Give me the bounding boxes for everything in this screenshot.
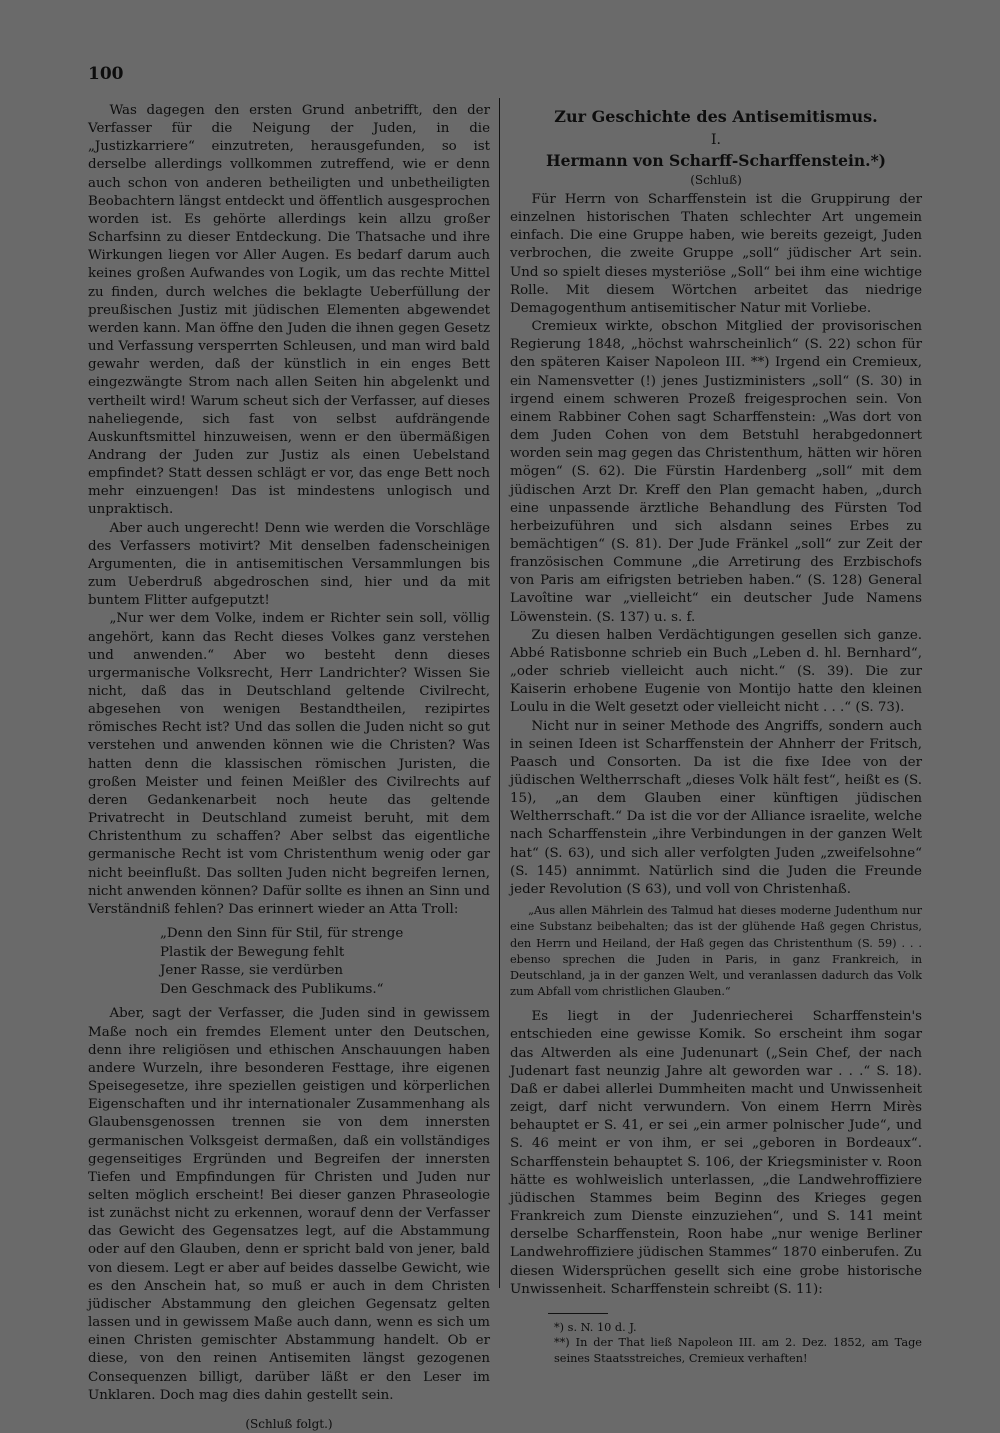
- paragraph: Nicht nur in seiner Methode des Angriffs, sondern auch in seinen Ideen ist Scharffenstein der Ahnherr der Fritsch, Paasch und Consorten. Da ist die fixe Idee von der jüdischen Weltherrschaft „dieses Volk hält fest“, heißt es (S. 15), „an dem Glauben einer künftigen jüdischen Weltherrschaft.“ Da ist die vor der Alliance israelite, welche nach Scharffenstein „ihre Verbindungen in der ganzen Welt hat“ (S. 63), und sich aller verfolgten Juden „zweifelsohne“ (S. 145) annimmt. Natürlich sind die Juden die Freunde jeder Revolution (S 63), und voll von Christenhaß.: [510, 718, 922, 897]
- article-subtitle: Hermann von Scharff-Scharffenstein.*): [545, 151, 887, 170]
- article-part-note: (Schluß): [690, 173, 742, 187]
- footnotes: [510, 1320, 922, 1367]
- left-column: [88, 102, 490, 1433]
- verse-line: Den Geschmack des Publikums.“: [160, 981, 384, 997]
- paragraph: Was dagegen den ersten Grund anbetrifft, den der Verfasser für die Neigung der Juden, in die „Justizkarriere“ einzutreten, herausgefunden, so ist derselbe allerdings vollkommen zutreffend, wie er denn auch schon von anderen betheiligten und unbetheiligten Beobachtern längst entdeckt und öffentlich ausgesprochen worden ist. Es gehörte allerdings kein allzu großer Scharfsinn zu dieser Entdeckung. Die Thatsache und ihre Wirkungen liegen vor Aller Augen. Es bedarf darum auch keines großen Aufwandes von Logik, um das rechte Mittel zu finden, durch welches die beklagte Ueberfüllung der preußischen Justiz mit jüdischen Elementen abgewendet werden kann. Man öffne den Juden die ihnen gegen Gesetz und Verfassung versperrten Schleusen, und man wird bald gewahr werden, daß der künstlich in ein enges Bett eingezwängte Strom nach allen Seiten hin abgelenkt und vertheilt wird! Warum scheut sich der Verfasser, auf dieses naheliegende, sich fast von selbst aufdrängende Auskunftsmittel hinzuweisen, wenn er den übermäßigen Andrang der Juden zur Justiz als einen Uebelstand empfindet? Statt dessen schlägt er vor, das enge Bett noch mehr einzuengen! Das ist mindestens unlogisch und unpraktisch.: [88, 103, 490, 518]
- footnote: *) s. N. 10 d. J.: [554, 1320, 637, 1334]
- verse-line: „Denn den Sinn für Stil, für strenge: [160, 926, 404, 942]
- right-column: [510, 102, 922, 1366]
- quote-text: „Aus allen Mährlein des Talmud hat dieses moderne Judenthum nur eine Substanz beibehalten; das ist der glühende Haß gegen Christus, den Herrn und Heiland, der Haß gegen das Christenthum (S. 59) . . . ebenso sprechen die Juden in Paris, in ganz Frankreich, in Deutschland, ja in der ganzen Welt, und veranlassen dadurch das Volk zum Abfall vom christlichen Glauben.“: [510, 904, 922, 999]
- article-title: Zur Geschichte des Antisemitismus.: [554, 107, 878, 126]
- paragraph: Cremieux wirkte, obschon Mitglied der provisorischen Regierung 1848, „höchst wahrscheinlich“ (S. 22) schon für den späteren Kaiser Napoleon III. **) Irgend ein Cremieux, ein Namensvetter (!) jenes Justizministers „soll“ (S. 30) in irgend einem schweren Prozeß freigesprochen sein. Von einem Rabbiner Cohen sagt Scharffenstein: „Was dort von dem Juden Cohen von dem Betstuhl herabgedonnert worden sein mag gegen das Christenthum, hätten wir hören mögen“ (S. 62). Die Fürstin Hardenberg „soll“ mit dem jüdischen Arzt Dr. Kreff den Plan gemacht haben, „durch eine unpassende ärztliche Behandlung des Fürsten Tod herbeizuführen und sich alsdann seines Erbes zu bemächtigen“ (S. 81). Der Jude Fränkel „soll“ zur Zeit der französischen Commune „die Arretirung des Erzbischofs von Paris am eifrigsten betrieben haben.“ (S. 128) General Lavoîtine war „vielleicht“ ein deutscher Jude Namens Löwenstein. (S. 137) u. s. f.: [510, 319, 922, 625]
- column-divider: [499, 98, 500, 1288]
- paragraph: Aber auch ungerecht! Denn wie werden die Vorschläge des Verfassers motivirt? Mit denselben fadenscheinigen Argumenten, die in antisemitischen Versammlungen bis zum Ueberdruß abgedroschen sind, hier und da mit buntem Flitter aufgeputzt!: [88, 520, 490, 609]
- footnote: **) In der That ließ Napoleon III. am 2. Dez. 1852, am Tage seines Staatsstreiches, Cremieux verhaften!: [554, 1336, 922, 1365]
- block-quote: [510, 903, 922, 1000]
- paragraph: Zu diesen halben Verdächtigungen gesellen sich ganze. Abbé Ratisbonne schrieb ein Buch „Leben d. hl. Bernhard“, „oder schrieb vielleicht auch nicht.“ (S. 39). Die zur Kaiserin erhobene Eugenie von Montijo hatte den kleinen Loulu in die Welt gesetzt oder vielleicht nicht . . .“ (S. 73).: [510, 627, 922, 716]
- paragraph: „Nur wer dem Volke, indem er Richter sein soll, völlig angehört, kann das Recht dieses Volkes ganz verstehen und anwenden.“ Aber wo besteht denn dieses urgermanische Volksrecht, Herr Landrichter? Wissen Sie nicht, daß das in Deutschland geltende Civilrecht, abgesehen von wenigen Bestandtheilen, rezipirtes römisches Recht ist? Und das sollen die Juden nicht so gut verstehen und anwenden können wie die Christen? Was hatten denn die klassischen römischen Juristen, die großen Meister und feinen Meißler des Civilrechts auf deren Gedankenarbeit noch heute das geltende Privatrecht in Deutschland zumeist beruht, mit dem Christenthum zu schaffen? Aber selbst das eigentliche germanische Recht ist vom Christenthum wenig oder gar nicht beeinflußt. Das sollten Juden nicht begreifen lernen, nicht anwenden können? Dafür sollte es ihnen an Sinn und Verständniß fehlen? Das erinnert wieder an Atta Troll:: [88, 611, 490, 917]
- page-number: 100: [88, 64, 124, 84]
- footnote-rule: [548, 1313, 608, 1314]
- verse-line: Plastik der Bewegung fehlt: [160, 944, 345, 960]
- verse-line: Jener Rasse, sie verdürben: [160, 963, 343, 979]
- paragraph: Es liegt in der Judenriecherei Scharffenstein's entschieden eine gewisse Komik. So erscheint ihm sogar das Altwerden als eine Judenunart („Sein Chef, der nach Judenart fast neunzig Jahre alt geworden war . . .“ S. 18). Daß er dabei allerlei Dummheiten macht und Unwissenheit zeigt, darf nicht verwundern. Von einem Herrn Mirès behauptet er S. 41, er sei „ein armer polnischer Jude“, und S. 46 meint er von ihm, er sei „geboren in Bordeaux“. Scharffenstein behauptet S. 106, der Kriegsminister v. Roon hätte es wohlweislich unterlassen, „die Landwehroffiziere jüdischen Stammes beim Beginn des Krieges gegen Frankreich zum Dienste einzuziehen“, und S. 141 meint derselbe Scharffenstein, Roon habe „nur wenige Berliner Landwehroffiziere jüdischen Stammes“ 1870 einberufen. Zu diesen Widersprüchen gesellt sich eine grobe historische Unwissenheit. Scharffenstein schreibt (S. 11):: [510, 1009, 922, 1297]
- paragraph: Für Herrn von Scharffenstein ist die Gruppirung der einzelnen historischen Thaten schlechter Art ungemein einfach. Die eine Gruppe haben, wie bereits gezeigt, Juden verbrochen, die zweite Gruppe „soll“ jüdischer Art sein. Und so spielt dieses mysteriöse „Soll“ bei ihm eine wichtige Rolle. Mit diesem Wörtchen arbeitet das niedrige Demagogenthum antisemitischer Natur mit Vorliebe.: [510, 192, 922, 316]
- verse-quote: [160, 925, 490, 999]
- article-part-number: I.: [711, 132, 721, 148]
- paragraph: Aber, sagt der Verfasser, die Juden sind in gewissem Maße noch ein fremdes Element unter den Deutschen, denn ihre religiösen und ethischen Anschauungen haben andere Wurzeln, ihre besonderen Festtage, ihre eigenen Speisegesetze, ihre speziellen geistigen und körperlichen Eigenschaften und ihr internationaler Zusammenhang als Glaubensgenossen trennen sie von dem innersten germanischen Volksgeist dermaßen, daß ein vollständiges gegenseitiges Ergründen und Begreifen der innersten Tiefen und Empfindungen für Christen und Juden nur selten möglich erscheint! Bei dieser ganzen Phraseologie ist zunächst nicht zu erkennen, worauf denn der Verfasser das Gewicht des Gegensatzes legt, auf die Abstammung oder auf den Glauben, denn er spricht bald von jener, bald von diesem. Legt er aber auf beides dasselbe Gewicht, wie es den Anschein hat, so muß er auch in dem Christen jüdischer Abstammung den gleichen Gegensatz gelten lassen und in gewissem Maße auch dann, wenn es sich um einen Christen gemischter Abstammung handelt. Ob er diese, von den reinen Antisemiten längst gezogenen Consequenzen billigt, darüber läßt er den Leser im Unklaren. Doch mag dies dahin gestellt sein.: [88, 1006, 490, 1403]
- continued-note: (Schluß folgt.): [245, 1416, 333, 1431]
